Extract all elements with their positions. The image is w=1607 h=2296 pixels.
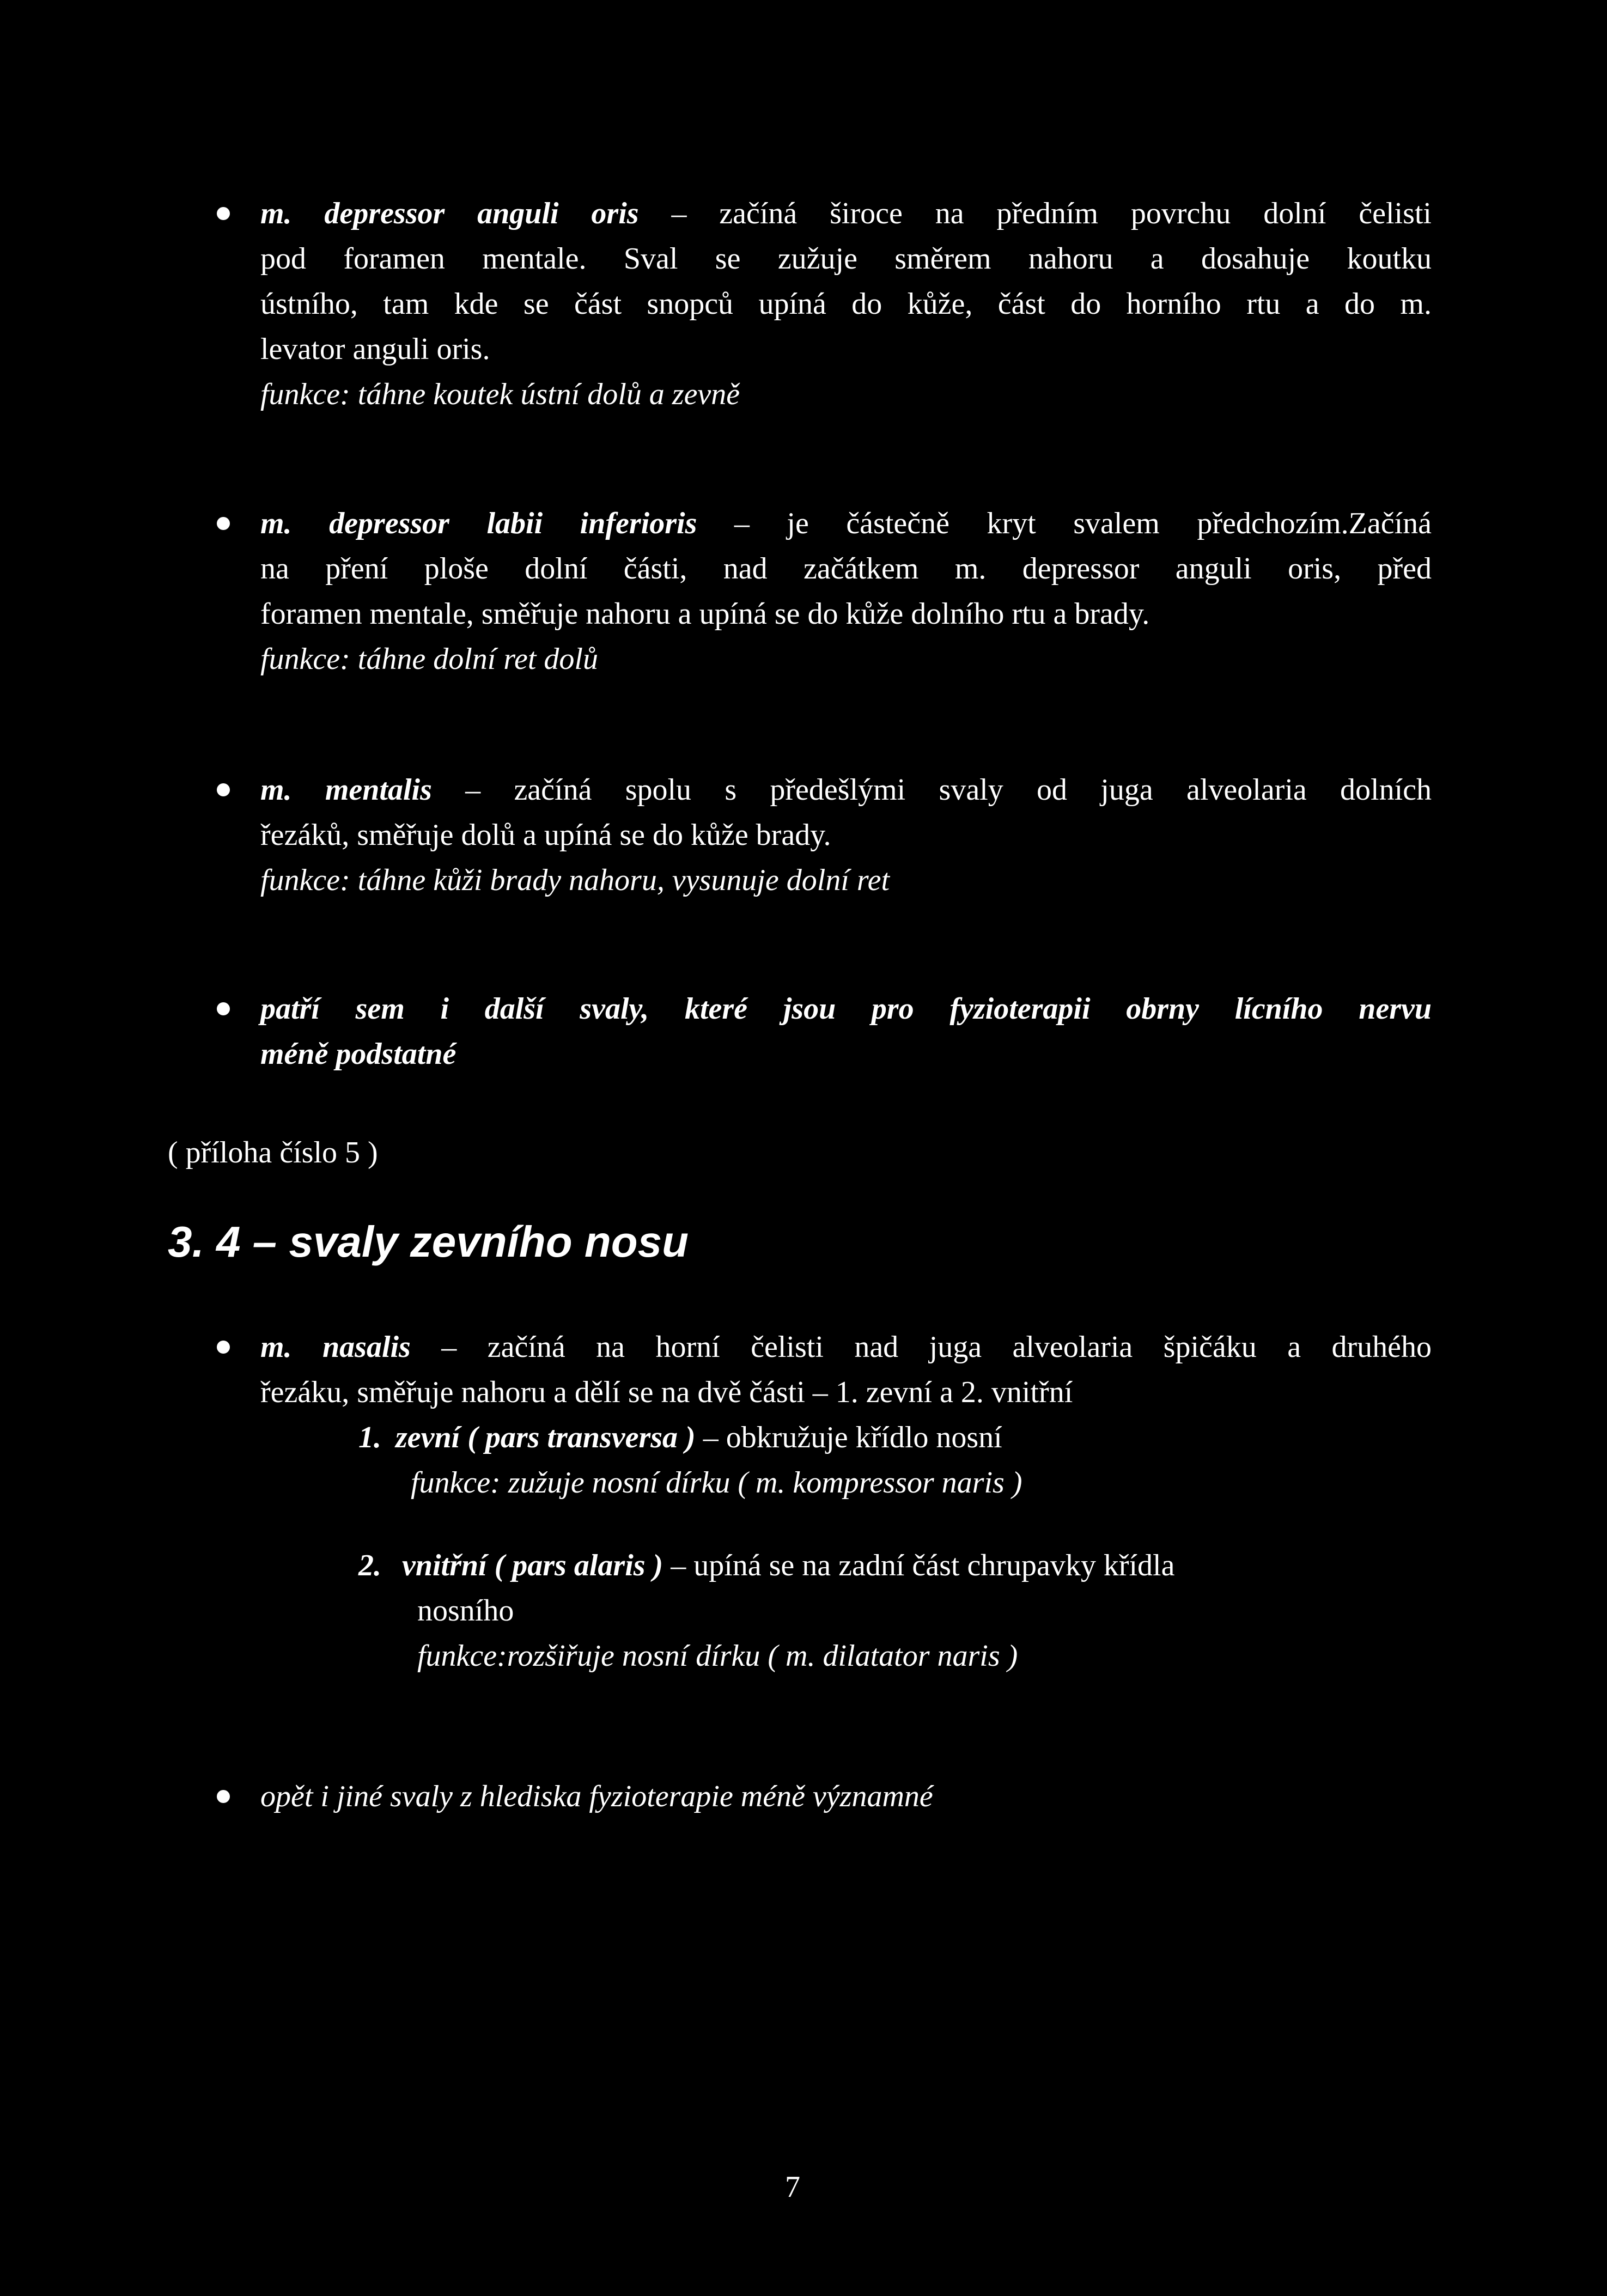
appendix-reference: ( příloha číslo 5 ) [168,1136,378,1170]
description-text: – začíná široce na předním povrchu dolní čelisti [638,197,1432,230]
description-text: na pření ploše dolní části, nad začátkem m. depressor anguli oris, před [260,552,1432,586]
description-text: – začíná na horní čelisti nad juga alveolaria špičáku a druhého [410,1330,1432,1364]
note-text: méně podstatné [260,1037,456,1071]
function-text: funkce: táhne dolní ret dolů [260,642,598,676]
closing-note: opět i jiné svaly z hlediska fyzioterapie méně významné [260,1780,933,1813]
bullet [217,1790,230,1803]
description-text: foramen mentale, směřuje nahoru a upíná se do kůže dolního rtu a brady. [260,597,1150,631]
sub-item-number: 2. [358,1549,381,1582]
list-item [260,768,1432,903]
description-text: ústního, tam kde se část snopců upíná do kůže, část do horního rtu a do m. [260,287,1432,321]
sub-item [358,1543,1437,1679]
section-heading: 3. 4 – svaly zevního nosu [168,1217,689,1266]
muscle-term: m. depressor anguli oris [260,197,639,230]
description-text: řezáků, směřuje dolů a upíná se do kůže brady. [260,818,831,852]
muscle-part-term: vnitřní ( pars alaris ) [402,1549,664,1582]
muscle-part-term: zevní ( pars transversa ) [395,1421,696,1454]
function-text: funkce: táhne koutek ústní dolů a zevně [260,377,740,411]
sub-item-number: 1. [358,1421,381,1454]
sub-item [358,1415,1437,1506]
description-text: řezáku, směřuje nahoru a dělí se na dvě části – 1. zevní a 2. vnitřní [260,1375,1073,1409]
bullet [217,783,230,796]
list-item [260,1325,1432,1415]
list-item [260,986,1432,1077]
bullet [217,1341,230,1354]
description-text: – upíná se na zadní část chrupavky křídla [663,1549,1175,1582]
function-text: funkce: zužuje nosní dírku ( m. kompressor naris ) [411,1466,1022,1500]
muscle-term: m. mentalis [260,773,432,807]
bullet [217,1002,230,1015]
description-text: pod foramen mentale. Sval se zužuje směrem nahoru a dosahuje koutku [260,242,1432,276]
list-item [260,501,1432,682]
page-number: 7 [785,2170,800,2204]
list-item [260,1774,1432,1819]
bullet [217,207,230,220]
description-text: – začíná spolu s předešlými svaly od juga alveolaria dolních [431,773,1432,807]
description-text: – je částečně kryt svalem předchozím.Začíná [697,507,1432,540]
note-text: patří sem i další svaly, které jsou pro fyzioterapii obrny lícního nervu [260,992,1432,1026]
list-item [260,191,1432,417]
function-text: funkce: táhne kůži brady nahoru, vysunuje dolní ret [260,863,890,897]
function-text: funkce:rozšiřuje nosní dírku ( m. dilatator naris ) [417,1639,1018,1673]
bullet [217,517,230,530]
description-text: nosního [417,1594,514,1628]
muscle-term: m. depressor labii inferioris [260,507,697,540]
description-text: levator anguli oris. [260,332,490,366]
muscle-term: m. nasalis [260,1330,411,1364]
description-text: – obkružuje křídlo nosní [695,1421,1002,1454]
